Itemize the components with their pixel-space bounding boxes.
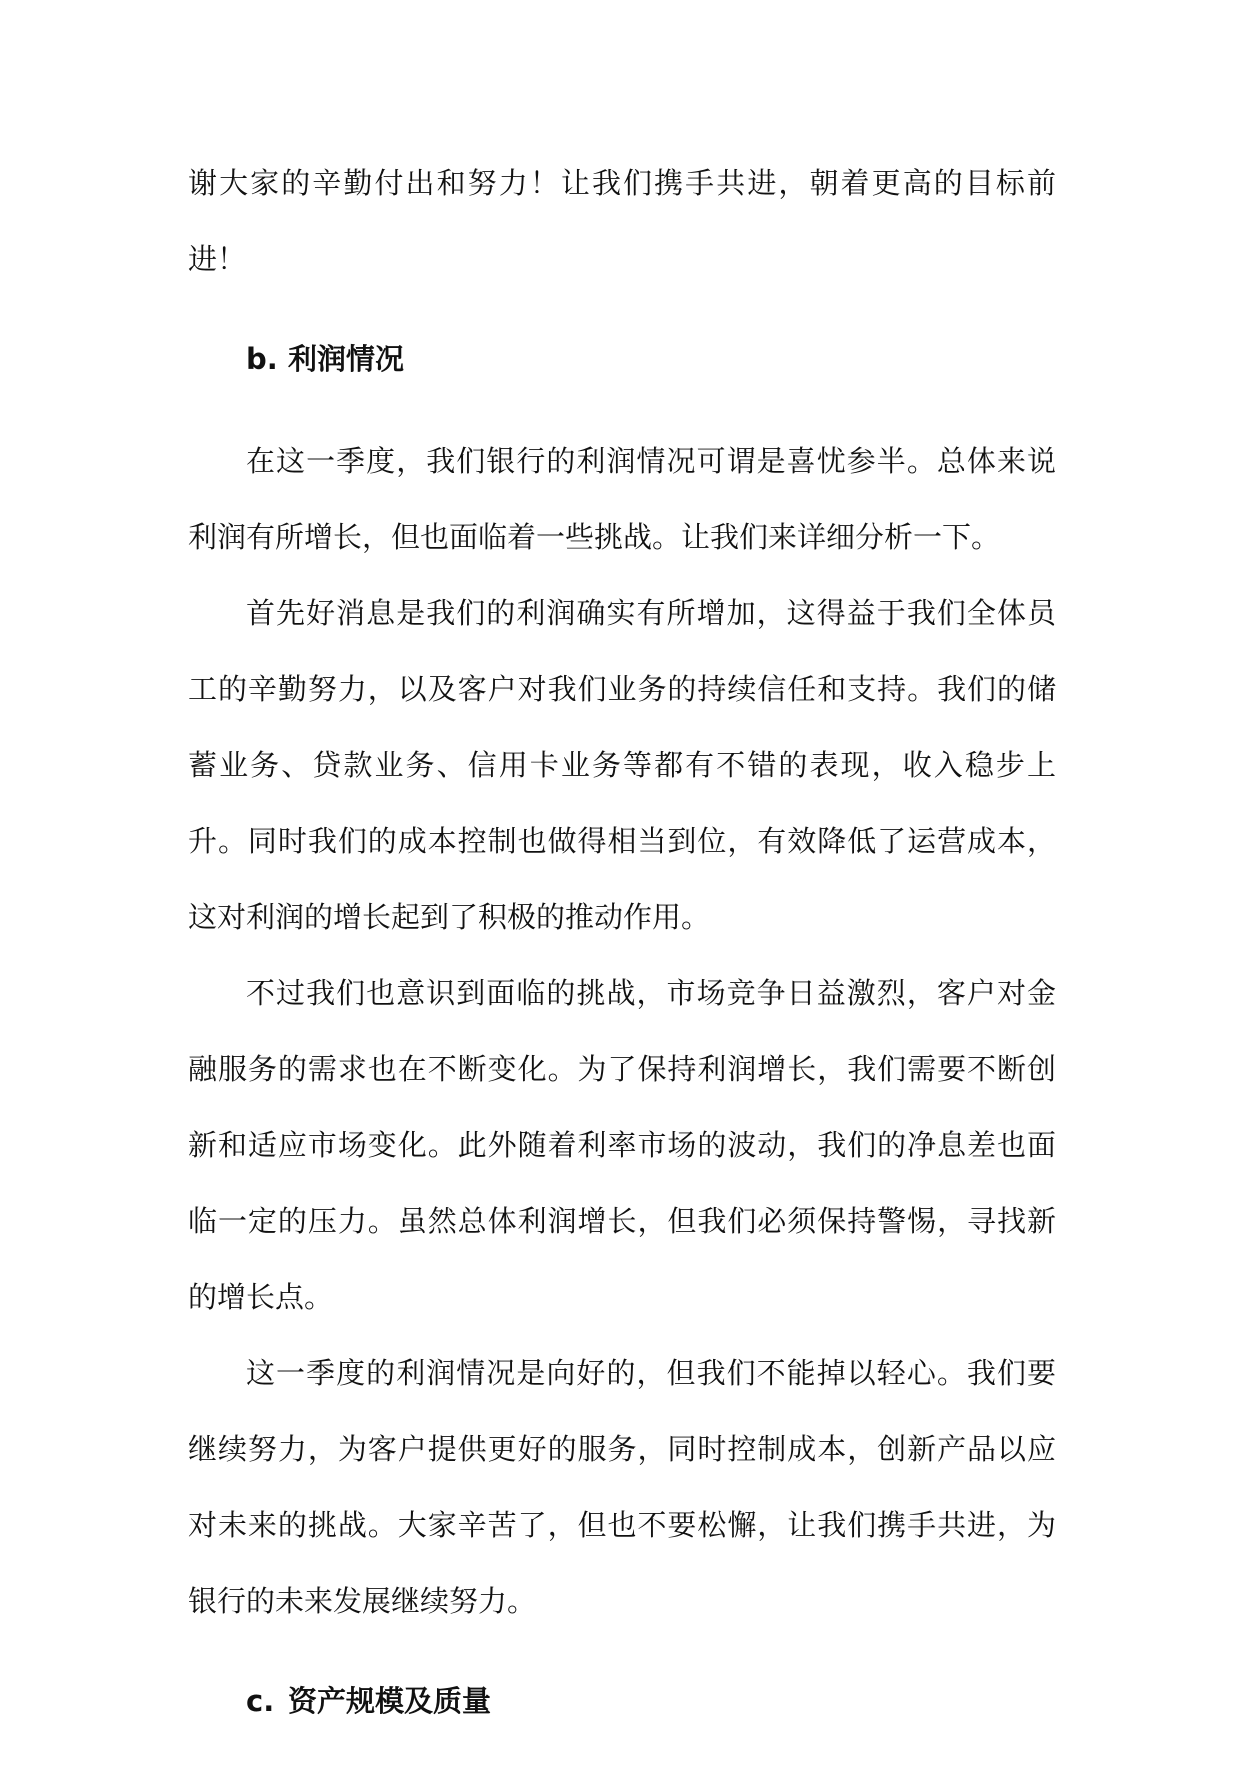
profit-paragraph-4: 这一季度的利润情况是向好的，但我们不能掉以轻心。我们要继续努力，为客户提供更好的服务，同时控制成本，创新产品以应对未来的挑战。大家辛苦了，但也不要松懈，让我们携手共进，为银行的未来发展继续努力。: [188, 1356, 1056, 1618]
intro-paragraph: 谢大家的辛勤付出和努力！让我们携手共进，朝着更高的目标前进！: [188, 166, 1056, 276]
section-marker-b: b.: [246, 342, 278, 376]
profit-paragraph-2: 首先好消息是我们的利润确实有所增加，这得益于我们全体员工的辛勤努力，以及客户对我们业务的持续信任和支持。我们的储蓄业务、贷款业务、信用卡业务等都有不错的表现，收入稳步上升。同时我们的成本控制也做得相当到位，有效降低了运营成本，这对利润的增长起到了积极的推动作用。: [188, 596, 1056, 934]
section-title-b: 利润情况: [288, 342, 405, 376]
profit-paragraph-3: 不过我们也意识到面临的挑战，市场竞争日益激烈，客户对金融服务的需求也在不断变化。为了保持利润增长，我们需要不断创新和适应市场变化。此外随着利率市场的波动，我们的净息差也面临一定的压力。虽然总体利润增长，但我们必须保持警惕，寻找新的增长点。: [188, 976, 1056, 1314]
document-body: [188, 145, 1056, 1765]
section-title-c: 资产规模及质量: [288, 1684, 492, 1718]
section-marker-c: c.: [246, 1684, 275, 1718]
section-heading-b: [188, 321, 1056, 397]
profit-paragraph-1: 在这一季度，我们银行的利润情况可谓是喜忧参半。总体来说利润有所增长，但也面临着一些挑战。让我们来详细分析一下。: [188, 444, 1056, 554]
section-heading-c: [188, 1663, 1056, 1739]
